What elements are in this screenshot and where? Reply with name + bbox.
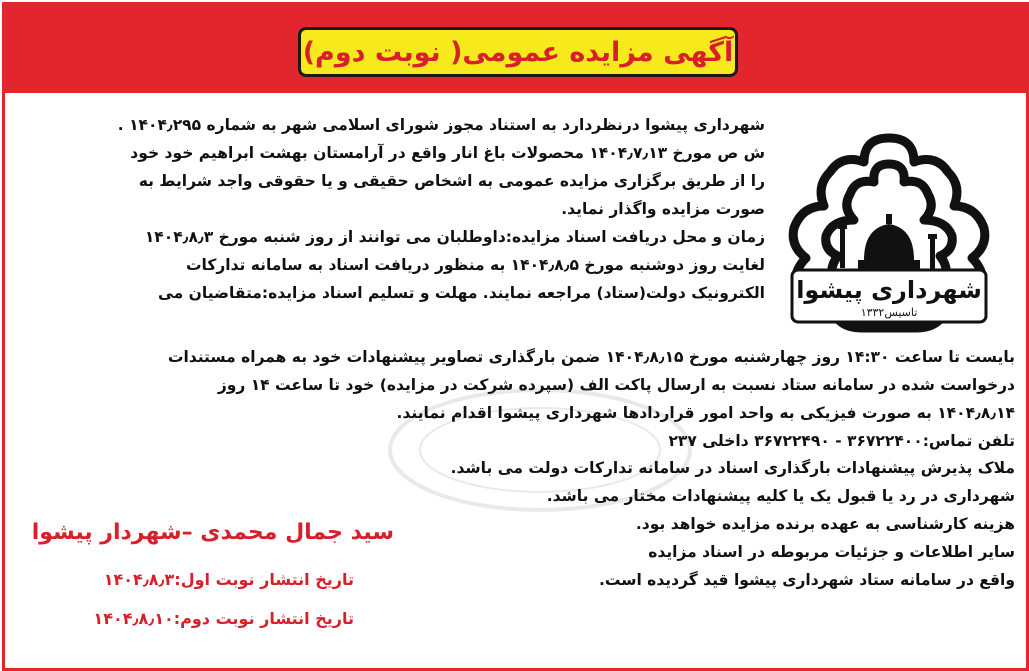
logo-founded: تاسیس۱۳۳۲ [860, 306, 918, 319]
logo-name: شهرداری پیشوا [796, 276, 982, 304]
municipality-logo [772, 128, 1006, 340]
body-line: بایست تا ساعت ۱۴:۳۰ روز چهارشنبه مورخ ۱۴۰۴٫۸٫۱۵ ضمن بارگذاری تصاویر پیشنهادات خود به همراه مستندات [167, 348, 1015, 366]
body-line: ملاک پذیرش پیشنهادات بارگذاری اسناد در سامانه تدارکات دولت می باشد. [450, 459, 1015, 477]
contact-phone-line: تلفن تماس:۳۶۷۲۲۴۰۰ - ۳۶۷۲۲۴۹۰ داخلی ۲۳۷ [668, 432, 1015, 450]
body-line: شهرداری پیشوا درنظردارد به استناد مجوز شورای اسلامی شهر به شماره ۱۴۰۴٫۲۹۵ . [117, 116, 765, 134]
body-paragraph-middle [20, 343, 1015, 455]
body-line: شهرداری در رد یا قبول یک یا کلیه پیشنهادات مختار می باشد. [546, 487, 1015, 505]
title-box [298, 27, 738, 77]
body-paragraph-top [20, 111, 765, 307]
body-paragraph-bottom [365, 454, 1015, 594]
body-line: زمان و محل دریافت اسناد مزایده:داوطلبان می توانند از روز شنبه مورخ ۱۴۰۴٫۸٫۳ [144, 228, 765, 246]
first-publication-date: تاریخ انتشار نوبت اول:۱۴۰۴٫۸٫۳ [103, 570, 354, 589]
second-publication-date: تاریخ انتشار نوبت دوم:۱۴۰۴٫۸٫۱۰ [93, 609, 354, 628]
body-line: سایر اطلاعات و جزئیات مربوطه در اسناد مزایده [648, 543, 1015, 561]
signatory-name: سید جمال محمدی –شهردار پیشوا [31, 520, 394, 545]
body-line: را از طریق برگزاری مزایده عمومی به اشخاص حقیقی و یا حقوقی واجد شرایط به [138, 172, 765, 190]
body-line: هزینه کارشناسی به عهده برنده مزایده خواهد بود. [635, 515, 1015, 533]
body-line: درخواست شده در سامانه ستاد نسبت به ارسال پاکت الف (سپرده شرکت در مزایده) خود تا ساعت ۱۴ روز [217, 376, 1015, 394]
body-line: لغایت روز دوشنبه مورخ ۱۴۰۴٫۸٫۵ به منظور دریافت اسناد به سامانه تدارکات [185, 256, 765, 274]
notice-title: آگهی مزایده عمومی( نوبت دوم) [302, 36, 734, 68]
body-line: واقع در سامانه ستاد شهرداری پیشوا قید گردیده است. [598, 571, 1015, 589]
body-line: الکترونیک دولت(ستاد) مراجعه نمایند. مهلت و تسلیم اسناد مزایده:متقاضیان می [157, 284, 765, 302]
header-banner [5, 5, 1026, 93]
body-line: ش ص مورخ ۱۴۰۴٫۷٫۱۳ محصولات باغ انار واقع در آرامستان بهشت ابراهیم خود خود [130, 144, 765, 162]
body-line: صورت مزایده واگذار نماید. [561, 200, 765, 218]
body-line: ۱۴۰۴٫۸٫۱۴ به صورت فیزیکی به واحد امور قراردادها شهرداری پیشوا اقدام نمایند. [396, 404, 1015, 422]
